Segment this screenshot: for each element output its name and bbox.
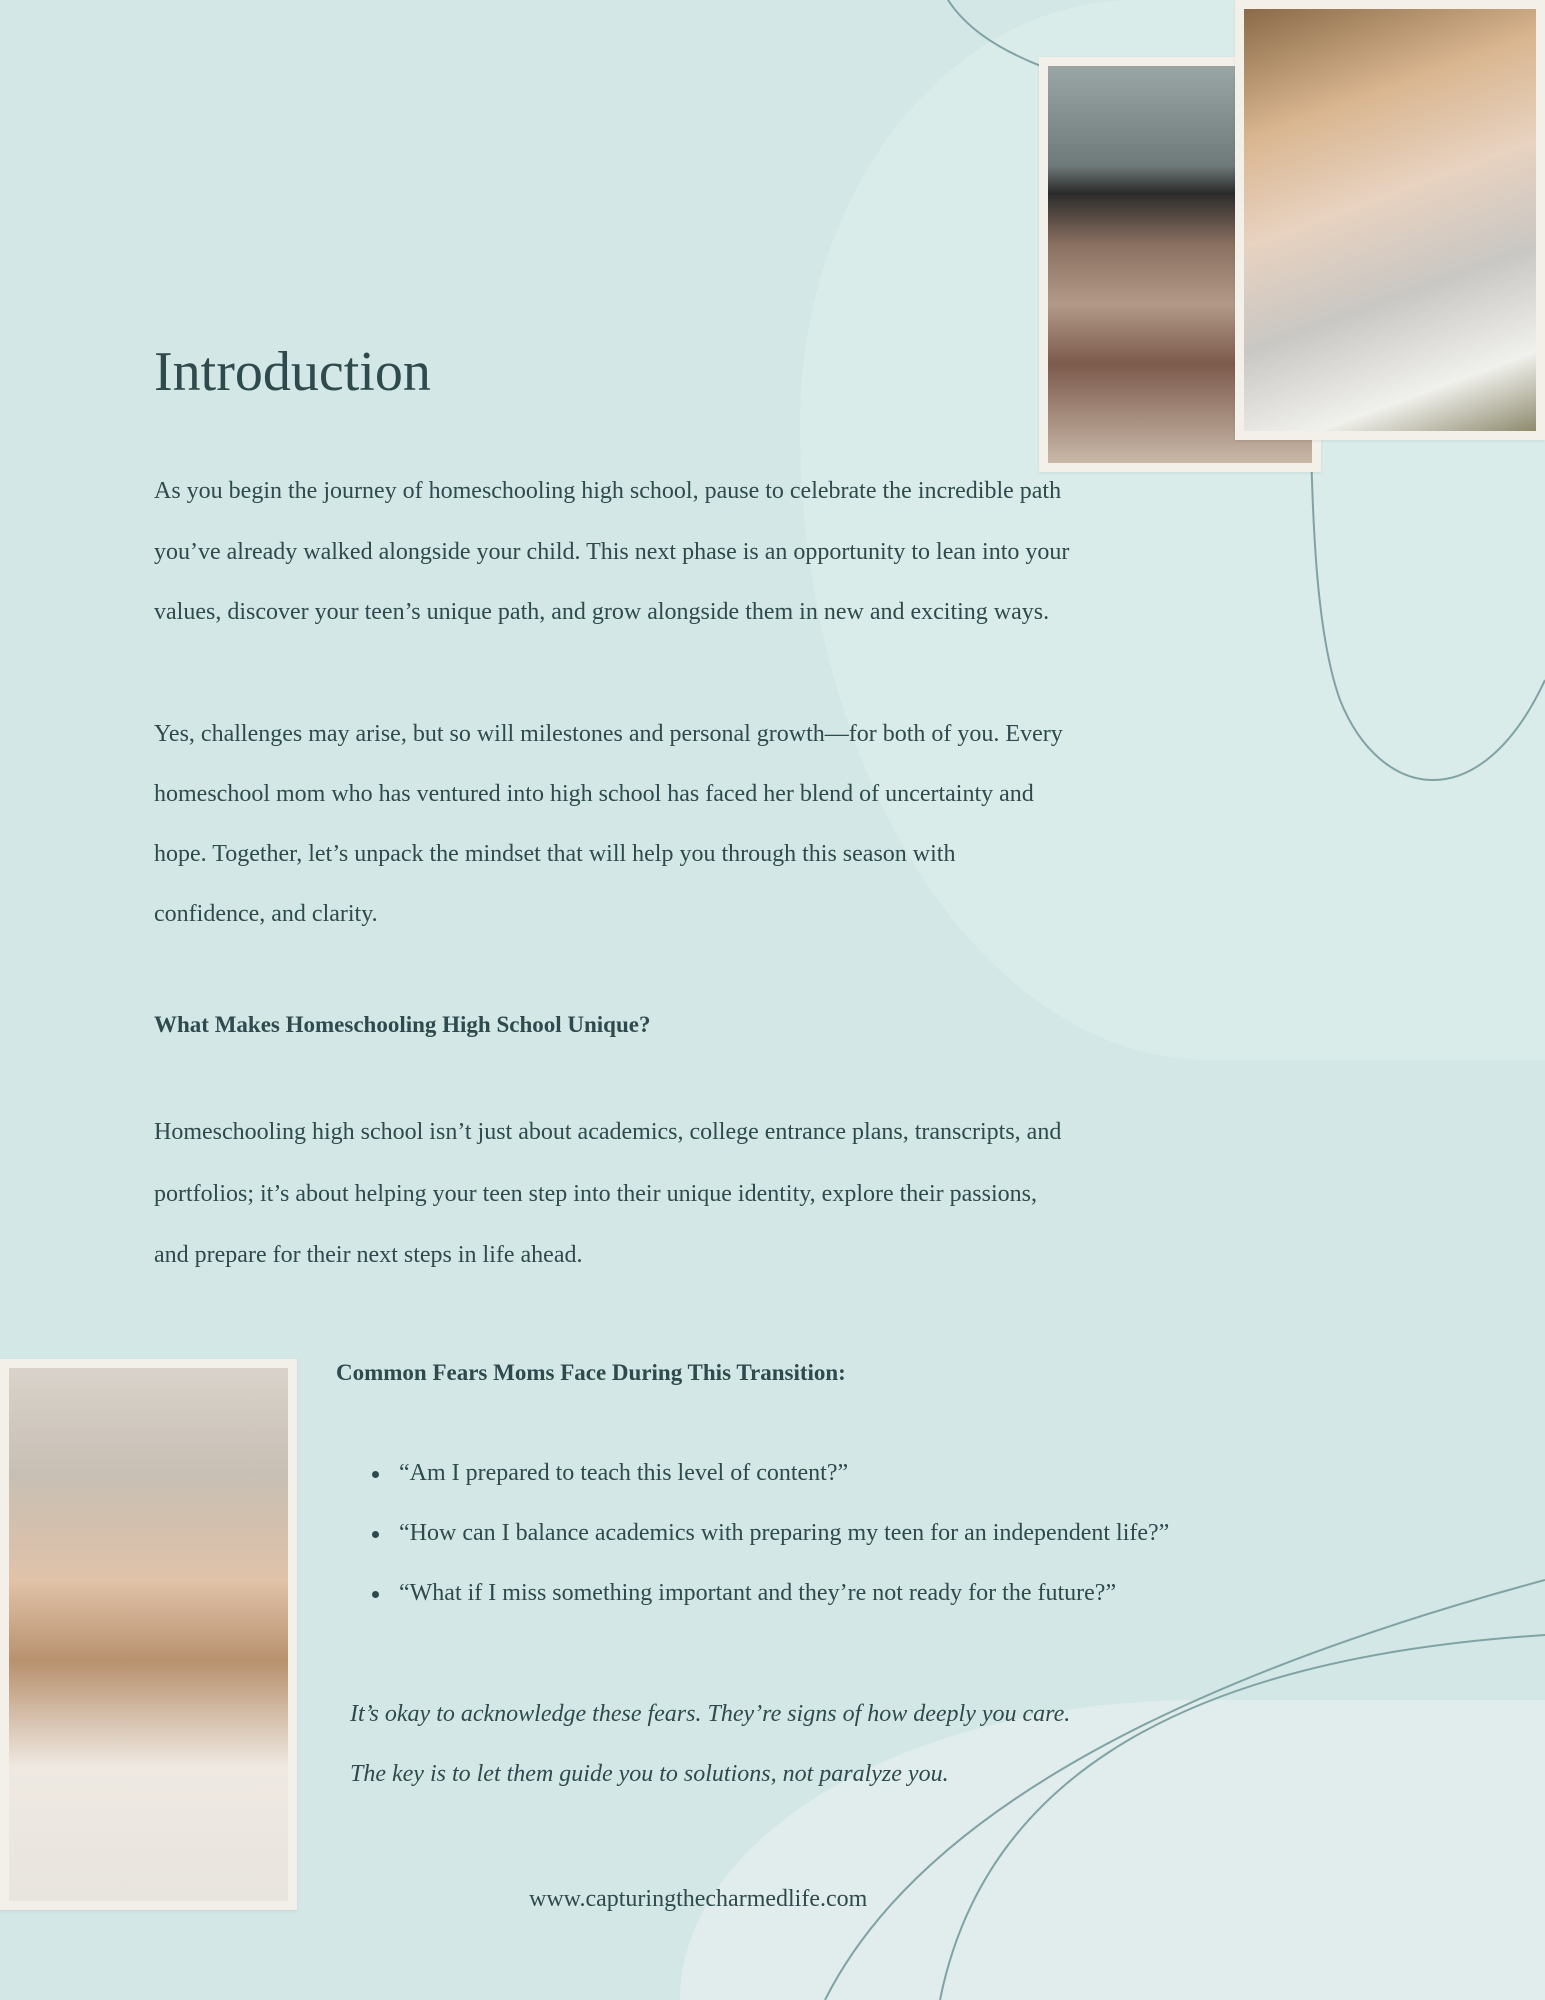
intro-line: values, discover your teen’s unique path, and grow alongside them in new and exciting ways. bbox=[154, 599, 1050, 625]
fear-text: “Am I prepared to teach this level of content?” bbox=[399, 1460, 849, 1486]
page-title: Introduction bbox=[154, 341, 431, 403]
unique-line: Homeschooling high school isn’t just about academics, college entrance plans, transcripts, and bbox=[154, 1119, 1062, 1145]
footer-url-link[interactable]: www.capturingthecharmedlife.com bbox=[529, 1886, 868, 1912]
challenge-line: homeschool mom who has ventured into high school has faced her blend of uncertainty and bbox=[154, 781, 1034, 807]
bullet-icon bbox=[372, 1591, 379, 1598]
fear-list-item bbox=[372, 1580, 1116, 1607]
mother-son-hug-photo bbox=[0, 1359, 297, 1910]
challenge-line: hope. Together, let’s unpack the mindset that will help you through this season with bbox=[154, 841, 956, 867]
intro-line: you’ve already walked alongside your child. This next phase is an opportunity to lean into your bbox=[154, 539, 1070, 565]
unique-line: and prepare for their next steps in life ahead. bbox=[154, 1242, 583, 1268]
unique-line: portfolios; it’s about helping your teen step into their unique identity, explore their passions, bbox=[154, 1181, 1037, 1207]
challenge-line: confidence, and clarity. bbox=[154, 901, 378, 927]
unique-heading: What Makes Homeschooling High School Unique? bbox=[154, 1012, 651, 1037]
challenge-line: Yes, challenges may arise, but so will milestones and personal growth—for both of you. Every bbox=[154, 721, 1063, 747]
fear-text: “What if I miss something important and they’re not ready for the future?” bbox=[399, 1580, 1117, 1606]
intro-line: As you begin the journey of homeschooling high school, pause to celebrate the incredible path bbox=[154, 478, 1062, 504]
bullet-icon bbox=[372, 1471, 379, 1478]
bullet-icon bbox=[372, 1531, 379, 1538]
fear-text: “How can I balance academics with preparing my teen for an independent life?” bbox=[399, 1520, 1170, 1546]
fears-heading: Common Fears Moms Face During This Transition: bbox=[336, 1360, 846, 1385]
closing-line: It’s okay to acknowledge these fears. They’re signs of how deeply you care. bbox=[350, 1701, 1071, 1727]
fear-list-item bbox=[372, 1520, 1169, 1547]
closing-line: The key is to let them guide you to solutions, not paralyze you. bbox=[350, 1761, 949, 1787]
mother-daughter-studying-photo bbox=[1235, 0, 1545, 440]
fear-list-item bbox=[372, 1460, 848, 1487]
